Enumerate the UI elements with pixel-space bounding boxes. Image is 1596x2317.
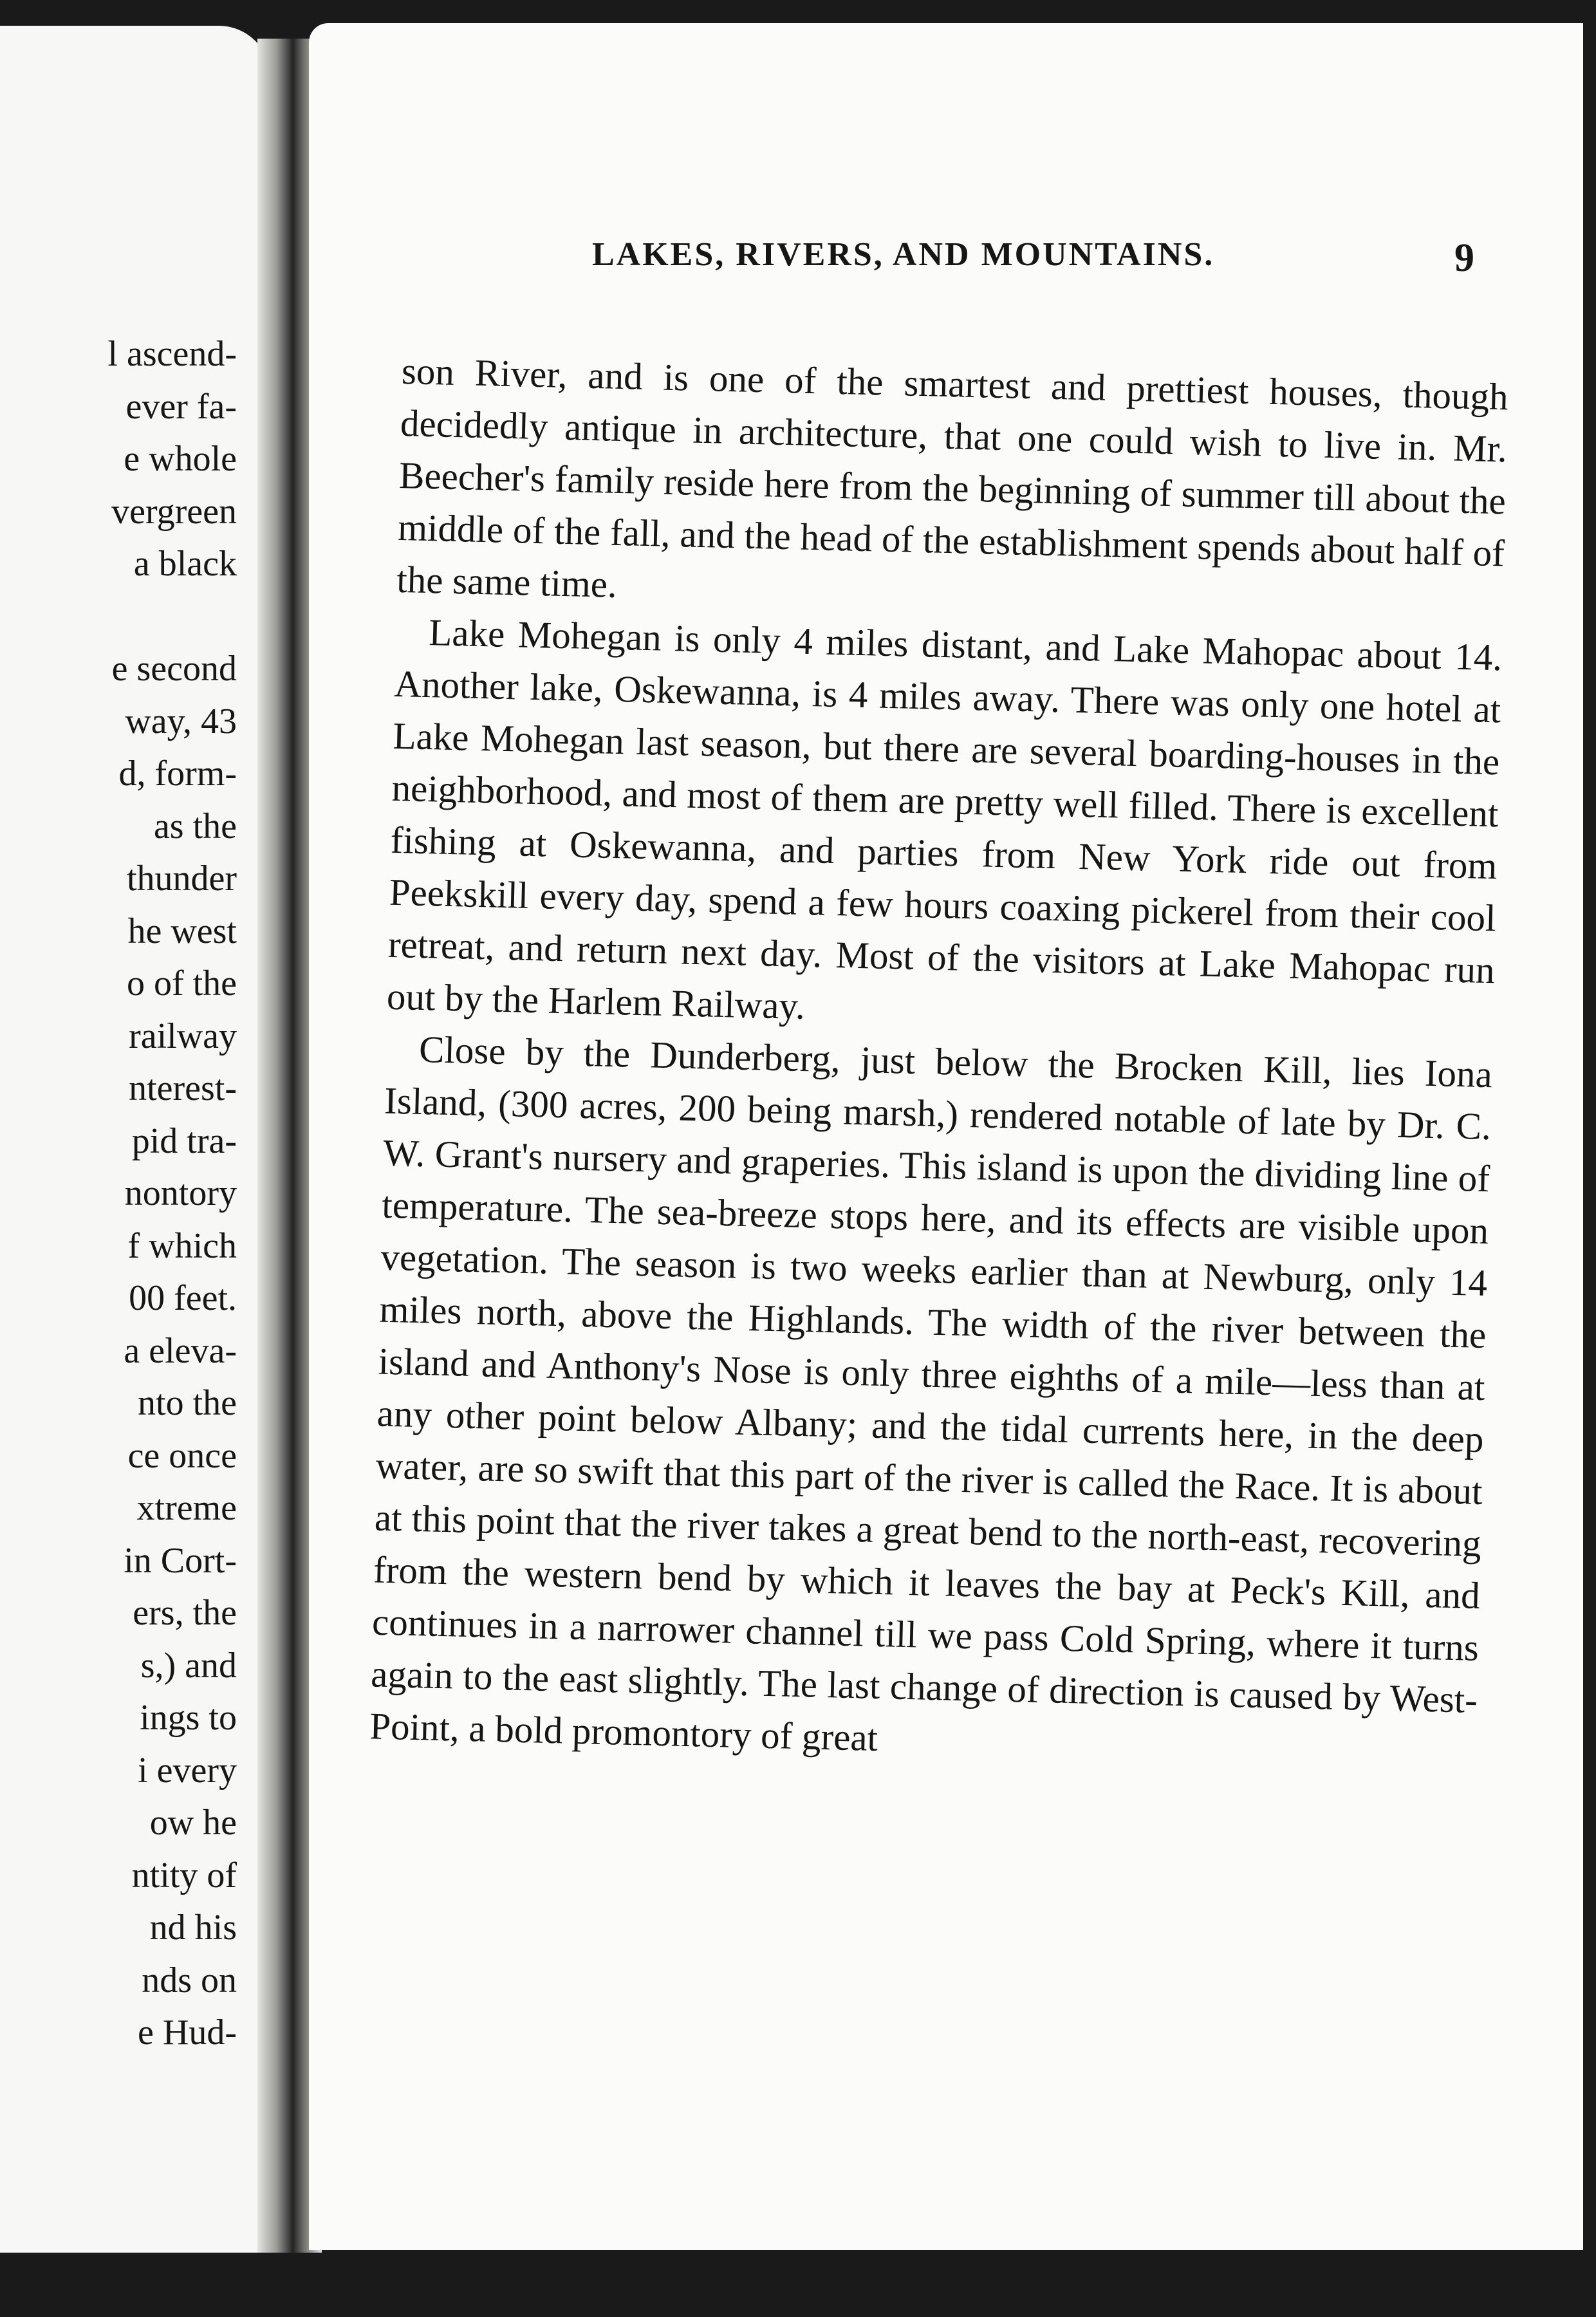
left-page-edge xyxy=(0,26,270,2253)
left-page-line: a black xyxy=(133,544,237,584)
left-page-line: ntity of xyxy=(131,1855,237,1895)
left-page-line: nto the xyxy=(138,1383,237,1423)
left-page-line: railway xyxy=(129,1016,237,1056)
left-page-line: he west xyxy=(127,911,237,951)
left-page-line: nds on xyxy=(142,1960,237,2000)
left-page-line: as the xyxy=(153,806,237,846)
left-page-line: s,) and xyxy=(140,1645,237,1686)
left-page-line: nd his xyxy=(149,1908,237,1948)
paragraph: Lake Mohegan is only 4 miles distant, and Lake Mahopac about 14. Another lake, Oskewanna, is 4 miles away. There was only one hotel at Lake Mohegan last season, but there are several boarding-houses in the neighborhood, and most of them are pretty well filled. There is excellent fishing at Oskewanna, and parties from New York ride out from Peekskill every day, spend a few hours coaxing pickerel from their cool retreat, and return next day. Most of the visitors at Lake Mahopac run out by the Harlem Railway. xyxy=(386,611,1503,1028)
left-page-line: o of the xyxy=(126,963,237,1003)
running-title: LAKES, RIVERS, AND MOUNTAINS. xyxy=(592,236,1215,273)
left-page-line: l ascend- xyxy=(107,334,237,374)
left-page-line: pid tra- xyxy=(131,1121,237,1161)
left-page-line: vergreen xyxy=(111,491,237,532)
left-page-line: ings to xyxy=(140,1698,237,1738)
left-page-line: ever fa- xyxy=(125,386,237,427)
left-page-line: d, form- xyxy=(118,754,237,794)
left-page-line: e Hud- xyxy=(138,2013,237,2052)
left-page-line: nontory xyxy=(124,1173,237,1213)
left-page-line: e second xyxy=(111,649,237,689)
left-page-line: nterest- xyxy=(129,1068,237,1108)
left-page-line: i every xyxy=(138,1750,237,1791)
left-page-line: ow he xyxy=(149,1803,237,1843)
page-number: 9 xyxy=(1454,236,1474,280)
left-page-line: 00 feet. xyxy=(129,1278,237,1318)
left-page-line: thunder xyxy=(126,859,237,898)
paragraph: Close by the Dunderberg, just below the Brocken Kill, lies Iona Island, (300 acres, 200 being marsh,) rendered notable of late by Dr. C. W. Grant's nursery and graperies. This island is upon the dividing line of temperature. The sea-breeze stops here, and its effects are visible upon vegetation. The season is two weeks earlier than at Newburg, only 14 miles north, above the Highlands. The width of the river between the island and Anthony's Nose is only three eighths of a mile—less than at any other point below Albany; and the tidal currents here, in the deep water, are so swift that this part of the river is called the Race. It is about at this point that the river takes a great bend to the north-east, recovering from the western bend by which it leaves the bay at Peck's Kill, and continues in a narrower channel till we pass Cold Spring, where it turns again to the east slightly. The last change of direction is caused by West-Point, a bold promontory of great xyxy=(369,1027,1493,1760)
left-page-line: e whole xyxy=(124,439,237,479)
paragraph: son River, and is one of the smartest and prettiest houses, though decidedly antique in architecture, that one could wish to live in. Mr. Beecher's family reside here from the beginning of summer till about the middle of the fall, and the head of the establishment spends about half of the same time. xyxy=(396,349,1509,606)
left-page-line: way, 43 xyxy=(125,701,237,741)
left-page-line: a eleva- xyxy=(124,1330,237,1371)
left-page-line: f which xyxy=(127,1225,237,1266)
right-page xyxy=(309,23,1583,2250)
left-page-line: ers, the xyxy=(133,1593,237,1633)
page-body xyxy=(369,345,1508,1778)
left-page-line: xtreme xyxy=(136,1488,237,1528)
running-header xyxy=(592,236,1493,293)
left-page-line: ce once xyxy=(127,1435,237,1476)
left-page-line: in Cort- xyxy=(124,1540,237,1581)
